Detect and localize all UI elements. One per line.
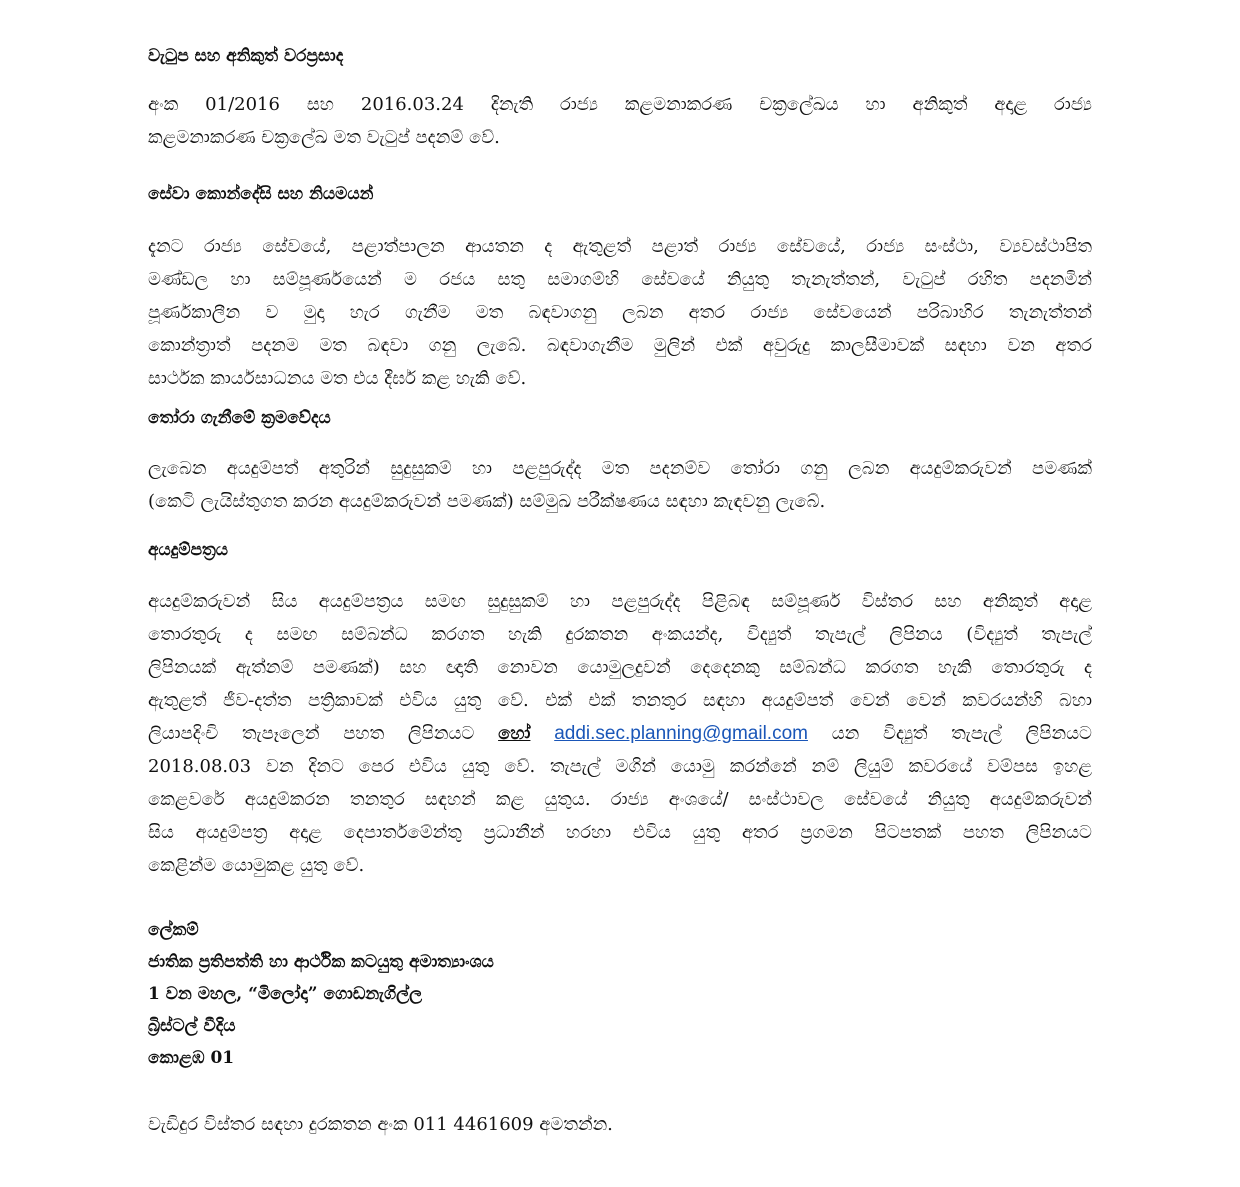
or-label: හෝ: [498, 723, 531, 744]
salary-heading: වැටුප සහ අනිකුත් වරප්‍රසාද: [148, 46, 344, 66]
paragraph-line: කළමනාකරණ චක්‍රලේඛ මත වැටුප් පදනම් වේ.: [148, 127, 500, 148]
paragraph-line: (කෙටි ලැයිස්තුගත කරන අයදුම්කරුවන් පමණක්) සම්මුඛ පරීක්ෂණය සඳහා කැඳවනු ලැබේ.: [148, 491, 826, 512]
address-street: බ්‍රිස්ටල් වීදිය: [148, 1016, 236, 1036]
application-paragraph: [148, 585, 1092, 882]
email-line-after: යන විද්‍යුත් තැපැල් ලිපිනයට: [807, 723, 1092, 744]
paragraph-line: පූර්ණකාලීන ව මුදා හැර ගැනීම මත බඳවාගනු ලබන අතර රාජ්‍ය සේවයෙන් පරිබාහිර තැනැත්තන්: [148, 302, 1092, 323]
email-link[interactable]: addi.sec.planning@gmail.com: [554, 723, 808, 744]
paragraph-line: ලිපිනයක් ඇත්නම් පමණක්) සහ ඥාති නොවන යොමුලදුවන් දෙදෙනකු සම්බන්ධ කරගත හැකි තොරතුරු ද: [148, 657, 1092, 678]
application-heading: අයදුම්පත්‍රය: [148, 540, 229, 560]
paragraph-line: අයදුම්කරුවන් සිය අයදුම්පත්‍රය සමඟ සුදුසුකම් හා පළපුරුද්ද පිළිබඳ සම්පූර්ණ විස්තර සහ අනිකුත් අදාළ: [148, 591, 1092, 612]
paragraph-line: ඇතුළත් ජීව-දත්ත පත්‍රිකාවක් එවිය යුතු වේ. එක් එක් තනතුර සඳහා අයදුම්පත් වෙන් වෙන් කවරයන්හි බහා: [148, 690, 1092, 711]
address-ministry: ජාතික ප්‍රතිපත්ති හා ආර්ථික කටයුතු අමාත්‍යාංශය: [148, 952, 494, 972]
address-title: ලේකම්: [148, 920, 199, 940]
selection-paragraph: [148, 452, 1092, 518]
selection-heading: තෝරා ගැනීමේ ක්‍රමවේදය: [148, 408, 331, 428]
paragraph-line: මණ්ඩල හා සම්පූර්ණයෙන් ම රජය සතු සමාගම්හි සේවයේ නියුතු තැනැත්තන්, වැටුප් රහිත පදනමින්: [148, 269, 1092, 290]
service-heading: සේවා කොන්දේසි සහ නියමයන්: [148, 184, 374, 204]
paragraph-line: ලැබෙන අයදුම්පත් අතුරින් සුදුසුකම් හා පළපුරුද්ද මත පදනම්ව තෝරා ගනු ලබන අයදුම්කරුවන් පමණක්: [148, 458, 1092, 479]
paragraph-line: කෙළවරේ අයදුම්කරන තනතුර සඳහන් කළ යුතුය. රාජ්‍ය අංශයේ/ සංස්ථාවල සේවයේ නියුතු අයදුම්කරුවන්: [148, 789, 1092, 810]
email-line: [148, 717, 1092, 750]
paragraph-line: දැනට රාජ්‍ය සේවයේ, පළාත්පාලන ආයතන ද ඇතුළත් පළාත් රාජ්‍ය සේවයේ, රාජ්‍ය සංස්ථා, ව්‍යවස්ථාපිත: [148, 236, 1092, 257]
paragraph-line: 2018.08.03 වන දිනට පෙර එවිය යුතු වේ. තැපැල් මගින් යොමු කරන්නේ නම් ලියුම් කවරයේ වම්පස ඉහළ: [148, 756, 1092, 777]
address-block: [148, 914, 748, 1074]
paragraph-line: අංක 01/2016 සහ 2016.03.24 දිනැති රාජ්‍ය කළමනාකරණ චක්‍රලේඛය හා අනිකුත් අදාළ රාජ්‍ය: [148, 94, 1092, 115]
paragraph-line: කොන්ත්‍රාත් පදනම මත බඳවා ගනු ලැබේ. බඳවාගැනීම මුලින් එක් අවුරුදු කාලසීමාවක් සඳහා වන අතර: [148, 335, 1092, 356]
paragraph-line: කෙළින්ම යොමුකළ යුතු වේ.: [148, 855, 365, 876]
email-line-before: ලියාපදිංචි තැපෑලෙන් පහත ලිපිනයට: [148, 723, 499, 744]
paragraph-line: සිය අයදුම්පත්‍ර අදාළ දෙපාර්තමේන්තු ප්‍රධානීන් හරහා එවිය යුතු අතර ප්‍රගමන පිටපතක් පහත ලිපිනයට: [148, 822, 1092, 843]
paragraph-line: සාර්ථක කාර්යසාධනය මත එය දීර්ඝ කළ හැකි වේ.: [148, 368, 527, 389]
contact-footer: වැඩිදුර විස්තර සඳහා දුරකතන අංක 011 4461609 අමතන්න.: [148, 1114, 613, 1135]
address-city: කොළඹ 01: [148, 1048, 235, 1068]
address-floor: 1 වන මහල, “මිලෝදා” ගොඩනැගිල්ල: [148, 984, 423, 1004]
service-paragraph: [148, 230, 1092, 395]
salary-paragraph: [148, 88, 1092, 154]
paragraph-line: තොරතුරු ද සමඟ සම්බන්ධ කරගත හැකි දුරකතන අංකයන්ද, විද්‍යුත් තැපැල් ලිපිනය (විද්‍යුත් තැපැල්: [148, 624, 1092, 645]
